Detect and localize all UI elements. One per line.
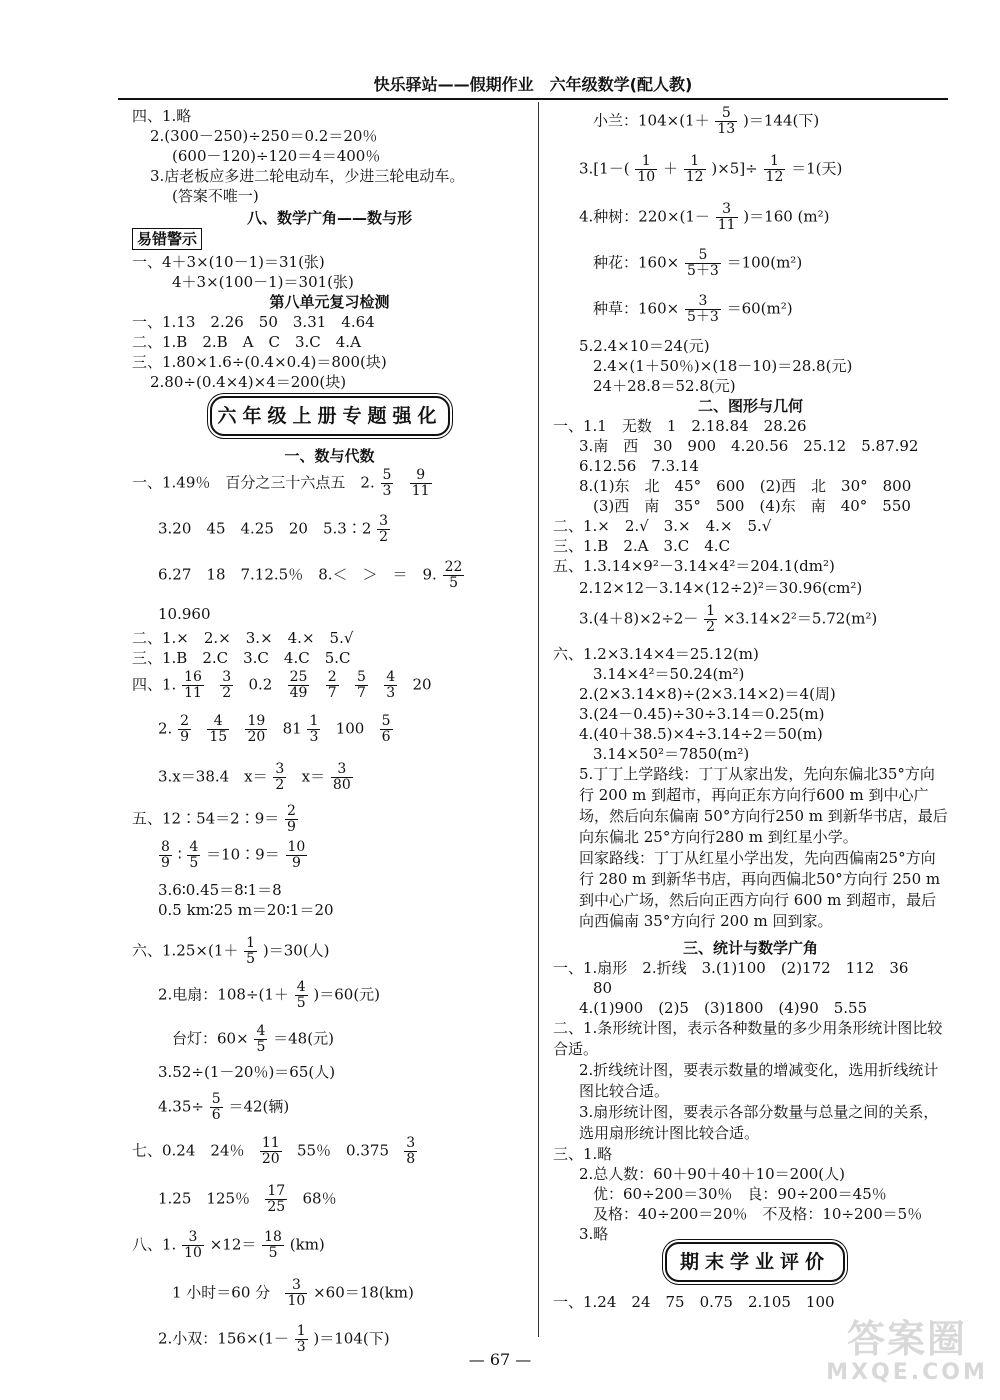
answer-line: 3.52÷(1－20％)＝65(人) [158,1063,336,1081]
answer-line: 4.种树：220×(1－ $\frac{3}{11}$ )＝160 (m²) [579,201,830,233]
fraction: $\frac{4}{5}$ [296,979,306,1011]
answer-line: 四、1. $\frac{16}{11}$ $\frac{3}{2}$ 0.2 $\frac{25}{49}$ $\frac{2}{7}$ $\frac{5}{7}$ $\frac{4}{3}$ 20 [132,669,432,701]
fraction: $\frac{1}{3}$ [309,713,319,745]
fraction: $\frac{1}{10}$ [637,153,656,185]
answer-line: 80 [593,979,613,997]
answer-line: 3.(24－0.45)÷30÷3.14＝0.25(m) [579,705,825,723]
answer-line: 五、1.3.14×9²－3.14×4²＝204.1(dm²) [553,557,835,575]
answer-line: 3.20 45 4.25 20 5.3∶2 $\frac{3}{2}$ [158,513,389,545]
column-divider [538,102,539,1337]
fraction: $\frac{2}{9}$ [180,713,190,745]
answer-line: 3.店老板应多进二轮电动车，少进三轮电动车。 [150,167,465,185]
fraction: $\frac{5}{6}$ [381,713,391,745]
answer-line: 4＋3×(100－1)＝301(张) [172,273,354,291]
section-banner: 六年级上册专题强化 [210,396,450,436]
answer-line: 优：60÷200＝30％ 良：90÷200＝45％ [593,1185,887,1203]
fraction: $\frac{3}{11}$ [717,201,736,233]
answer-line: 种草：160× $\frac{3}{5+3}$ ＝60(m²) [593,293,793,325]
answer-line: 0.5 km∶25 m＝20∶1＝20 [158,901,334,919]
fraction: $\frac{2}{9}$ [287,803,296,835]
answer-line: 4.35÷ $\frac{5}{6}$ ＝42(辆) [158,1091,290,1123]
answer-line: (600－120)÷120＝4＝400％ [172,147,381,165]
fraction: $\frac{1}{5}$ [246,935,256,967]
fraction: $\frac{4}{15}$ [209,713,228,745]
fraction: $\frac{16}{11}$ [184,669,202,701]
section-heading: 二、图形与几何 [697,397,803,415]
answer-line: 六、1.25×(1＋ $\frac{1}{5}$ )＝30(人) [132,935,330,967]
answer-line: 2.80÷(0.4×4)×4＝200(块) [150,373,347,391]
fraction: $\frac{1}{3}$ [296,1323,306,1355]
fraction: $\frac{5}{6}$ [211,1091,221,1123]
answer-line: 小兰：104×(1＋ $\frac{5}{13}$ )＝144(下) [593,105,820,137]
answer-line: 六、1.2×3.14×4＝25.12(m) [553,645,759,663]
fraction: $\frac{9}{11}$ [411,467,430,499]
answer-line: 二、1.B 2.B A C 3.C 4.A [132,333,361,351]
answer-line: 4.(40＋38.5)×4÷3.14÷2＝50(m) [579,725,823,743]
answer-line: 三、1.80×1.6÷(0.4×0.4)＝800(块) [132,353,387,371]
fraction: $\frac{5}{13}$ [717,105,736,137]
fraction: $\frac{3}{5+3}$ [686,293,719,325]
answer-paragraph: 3.扇形统计图，要表示各部分数量与总量之间的关系，选用扇形统计图比较合适。 [579,1103,939,1142]
answer-line: 三、1.B 2.A 3.C 4.C [553,537,731,555]
answer-line: 七、0.24 24％ $\frac{11}{20}$ 55％ 0.375 $\frac{3}{8}$ [132,1135,416,1167]
answer-line: 三、1.略 [553,1145,613,1163]
answer-line: 8.(1)东 北 45° 600 (2)西 北 30° 800 [579,477,912,495]
answer-line: 种花：160× $\frac{5}{5+3}$ ＝100(m²) [593,247,803,279]
answer-line: 一、4＋3×(10－1)＝31(张) [132,253,325,271]
answer-line: $\frac{8}{9}$ ∶ $\frac{4}{5}$ ＝10∶9＝ $\frac{10}{9}$ [161,839,306,871]
answer-line: 五、12∶54＝2∶9＝ $\frac{2}{9}$ [132,803,296,835]
answer-line: 3.(4＋8)×2÷2－ $\frac{1}{2}$ ×3.14×2²＝5.72(m²) [579,603,878,635]
answer-line: (3)西 南 35° 500 (4)东 南 40° 550 [593,497,911,515]
fraction: $\frac{3}{80}$ [332,761,351,793]
answer-line: 2.(2×3.14×8)÷(2×3.14×2)＝4(周) [579,685,836,703]
fraction: $\frac{5}{7}$ [357,669,366,701]
fraction: $\frac{17}{25}$ [267,1183,286,1215]
section-heading: 三、统计与数学广角 [682,939,818,957]
answer-line: 2.4×(1＋50％)×(18－10)＝28.8(元) [593,357,853,375]
answer-line: 一、1.24 24 75 0.75 2.105 100 [553,1293,835,1311]
fraction: $\frac{4}{5}$ [189,839,199,871]
answer-line: 一、1.13 2.26 50 3.31 4.64 [132,313,375,331]
fraction: $\frac{10}{9}$ [287,839,306,871]
answer-line: 2.(300－250)÷250＝0.2＝20％ [150,127,378,145]
answer-line: 3.南 西 30 900 4.20.56 25.12 5.87.92 [579,437,919,455]
section-heading: 一、数与代数 [284,447,375,465]
fraction: $\frac{1}{12}$ [685,153,704,185]
answer-line: 台灯：60× $\frac{4}{5}$ ＝48(元) [172,1023,334,1055]
answer-line: 四、1.略 [132,107,192,125]
fraction: $\frac{3}{8}$ [406,1135,416,1167]
answer-line: (答案不唯一) [172,187,259,205]
fraction: $\frac{1}{2}$ [706,603,716,635]
fraction: $\frac{22}{5}$ [444,559,463,591]
answer-line: 三、1.B 2.C 3.C 4.C 5.C [132,649,351,667]
answer-line: 6.12.56 7.3.14 [579,457,699,475]
fraction: $\frac{18}{5}$ [264,1229,282,1261]
answer-line: 6.27 18 7.12.5％ 8.＜ ＞ ＝ 9. $\frac{22}{5}$ [158,559,463,591]
answer-line: 3.14×4²＝50.24(m²) [593,665,745,683]
answer-line: 一、1.1 无数 1 2.18.84 28.26 [553,417,807,435]
watermark-logo: 答案圈 MXQE.COM [826,1317,988,1385]
fraction: $\frac{5}{5+3}$ [686,247,719,279]
fraction: $\frac{1}{12}$ [765,153,784,185]
answer-line: 3.[1－( $\frac{1}{10}$ ＋ $\frac{1}{12}$ )×5]÷ $\frac{1}{12}$ ＝1(天) [579,153,843,185]
fraction: $\frac{19}{20}$ [247,713,266,745]
fraction: $\frac{3}{10}$ [287,1277,306,1309]
page-number: — 67 — [468,1350,532,1369]
answer-line: 八、1. $\frac{3}{10}$ ×12＝ $\frac{18}{5}$ (km) [132,1229,325,1261]
answer-line: 2.12×12－3.14×(12÷2)²＝30.96(cm²) [579,579,863,597]
fraction: $\frac{5}{3}$ [382,467,392,499]
error-warning-tag: 易错警示 [132,228,202,250]
answer-line: 二、1.× 2.× 3.× 4.× 5.√ [132,629,354,647]
answer-line: 及格：40÷200＝20％ 不及格：10÷200＝5％ [593,1205,923,1223]
answer-line: 1 小时＝60 分 $\frac{3}{10}$ ×60＝18(km) [172,1277,414,1309]
answer-line: 5.2.4×10＝24(元) [579,337,710,355]
fraction: $\frac{3}{2}$ [379,513,389,545]
fraction: $\frac{3}{2}$ [275,761,285,793]
answer-line: 3.14×50²＝7850(m²) [593,745,750,763]
answer-line: 24＋28.8＝52.8(元) [593,377,736,395]
answer-line: 3.略 [579,1225,609,1243]
answer-line: 一、1.49％ 百分之三十六点五 2. $\frac{5}{3}$ $\frac{9}{11}$ [132,467,430,499]
answer-line: 二、1.× 2.√ 3.× 4.× 5.√ [553,517,772,535]
fraction: $\frac{11}{20}$ [261,1135,280,1167]
page-header: 快乐驿站——假期作业 六年级数学(配人教) [118,72,948,100]
answer-line: 10.960 [158,605,211,623]
answer-line: 3.6∶0.45＝8∶1＝8 [158,881,282,899]
answer-line: 2.总人数：60＋90＋40＋10＝200(人) [579,1165,845,1183]
answer-paragraph: 5.丁丁上学路线：丁丁从家出发，先向东偏北35°方向行 200 m 到超市，再向正东方向行600 m 到中心广场，然后向东偏南 50°方向行250 m 到新华书店，最后向东偏北 25°方向行280 m 到红星小学。 [579,765,948,846]
answer-line: 一、1.扇形 2.折线 3.(1)100 (2)172 112 36 [553,959,909,977]
answer-line: 2. $\frac{2}{9}$ $\frac{4}{15}$ $\frac{19}{20}$ 81 $\frac{1}{3}$ 100 $\frac{5}{6}$ [158,713,391,745]
answer-paragraph: 回家路线：丁丁从红星小学出发，先向西偏南25°方向行 280 m 到新华书店，再向西偏北50°方向行 250 m 到中心广场，然后向正西方向行 600 m 到超市，最后向西偏南 35°方向行 200 m 回到家。 [579,849,941,930]
fraction: $\frac{3}{2}$ [222,669,232,701]
answer-paragraph: 2.折线统计图，要表示数量的增减变化，选用折线统计图比较合适。 [579,1061,939,1100]
answer-line: 2.小双：156×(1－ $\frac{1}{3}$ )＝104(下) [158,1323,390,1355]
section-heading: 第八单元复习检测 [269,293,390,311]
fraction: $\frac{4}{3}$ [386,669,396,701]
fraction: $\frac{25}{49}$ [289,669,308,701]
section-heading: 八、数学广角——数与形 [246,209,412,227]
section-banner: 期末学业评价 [665,1242,845,1282]
answer-line: 1.25 125％ $\frac{17}{25}$ 68％ [158,1183,337,1215]
answer-paragraph: 二、1.条形统计图，表示各种数量的多少用条形统计图比较合适。 [553,1019,943,1058]
answer-line: 2.电扇：108÷(1＋ $\frac{4}{5}$ )＝60(元) [158,979,381,1011]
fraction: $\frac{2}{7}$ [327,669,337,701]
fraction: $\frac{8}{9}$ [161,839,170,871]
fraction: $\frac{3}{10}$ [184,1229,202,1261]
fraction: $\frac{4}{5}$ [256,1023,266,1055]
answer-line: 3.x＝38.4 x＝ $\frac{3}{2}$ x＝ $\frac{3}{80}$ [158,761,351,793]
answer-line: 4.(1)900 (2)5 (3)1800 (4)90 5.55 [579,999,868,1017]
